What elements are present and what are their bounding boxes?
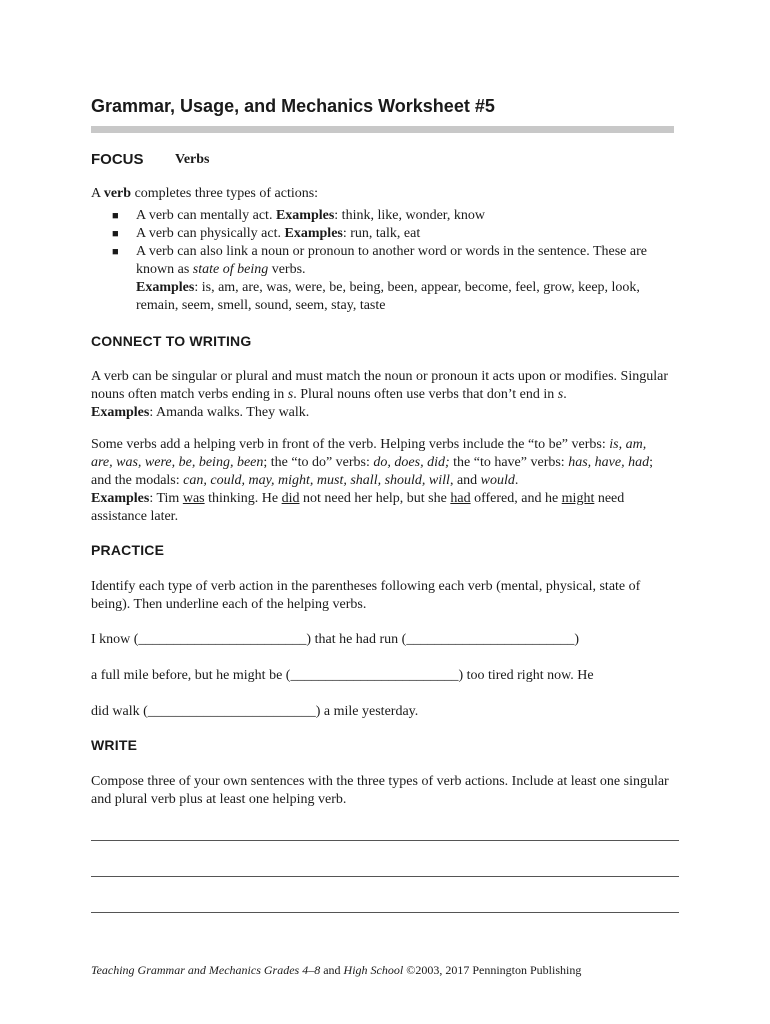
- footer-credit: Teaching Grammar and Mechanics Grades 4–8 and High School ©2003, 2017 Pennington Publishing: [91, 963, 582, 977]
- bullet-icon: ■: [112, 246, 119, 258]
- writing-line[interactable]: [91, 840, 679, 841]
- practice-line-3: did walk (________________________) a mile yesterday.: [91, 704, 419, 719]
- write-instructions: Compose three of your own sentences with the three types of verb actions. Include at least one singular and plural verb plus at least one helping verb.: [91, 774, 669, 807]
- intro-text: A verb completes three types of actions:: [91, 186, 319, 201]
- connect-heading: CONNECT TO WRITING: [91, 333, 252, 349]
- list-item: ■ A verb can physically act. Examples: run, talk, eat: [112, 226, 421, 241]
- practice-instructions: Identify each type of verb action in the parentheses following each verb (mental, physical, state of being). Then underline each of the helping verbs.: [91, 579, 641, 612]
- verb-types-list: [112, 207, 672, 315]
- focus-value: Verbs: [175, 152, 210, 167]
- worksheet-title: Grammar, Usage, and Mechanics Worksheet #5: [91, 96, 495, 116]
- list-item: ■ A verb can also link a noun or pronoun to another word or words in the sentence. These are known as state of being verbs. Examples: is, am, are, was, were, be, being, been, appear, become, feel, grow, keep, look, remain, seem, smell, sound, seem, stay, taste: [112, 244, 647, 313]
- writing-line[interactable]: [91, 912, 679, 913]
- practice-line-1: I know (________________________) that he had run (________________________): [91, 632, 580, 647]
- writing-line[interactable]: [91, 876, 679, 877]
- title-divider: [91, 126, 674, 133]
- practice-line-2: a full mile before, but he might be (________________________) too tired right now. He: [91, 668, 594, 683]
- connect-paragraph-2: Some verbs add a helping verb in front of the verb. Helping verbs include the “to be” verbs: is, am, are, was, were, be, being, been; the “to do” verbs: do, does, did; the “to have” verbs: has, have, had; and the modals: can, could, may, might, must, shall, should, will, and would. Examples: Tim was thinking. He did not need her help, but she had offered, and he might need assistance later.: [91, 437, 653, 524]
- focus-label: FOCUS: [91, 151, 144, 168]
- bullet-icon: ■: [112, 210, 119, 222]
- bullet-icon: ■: [112, 228, 119, 240]
- practice-heading: PRACTICE: [91, 542, 165, 558]
- write-heading: WRITE: [91, 737, 138, 753]
- connect-paragraph-1: A verb can be singular or plural and must match the noun or pronoun it acts upon or modifies. Singular nouns often match verbs ending in s. Plural nouns often use verbs that don’t end in s. Examples: Amanda walks. They walk.: [91, 369, 668, 420]
- list-item: ■ A verb can mentally act. Examples: think, like, wonder, know: [112, 208, 485, 223]
